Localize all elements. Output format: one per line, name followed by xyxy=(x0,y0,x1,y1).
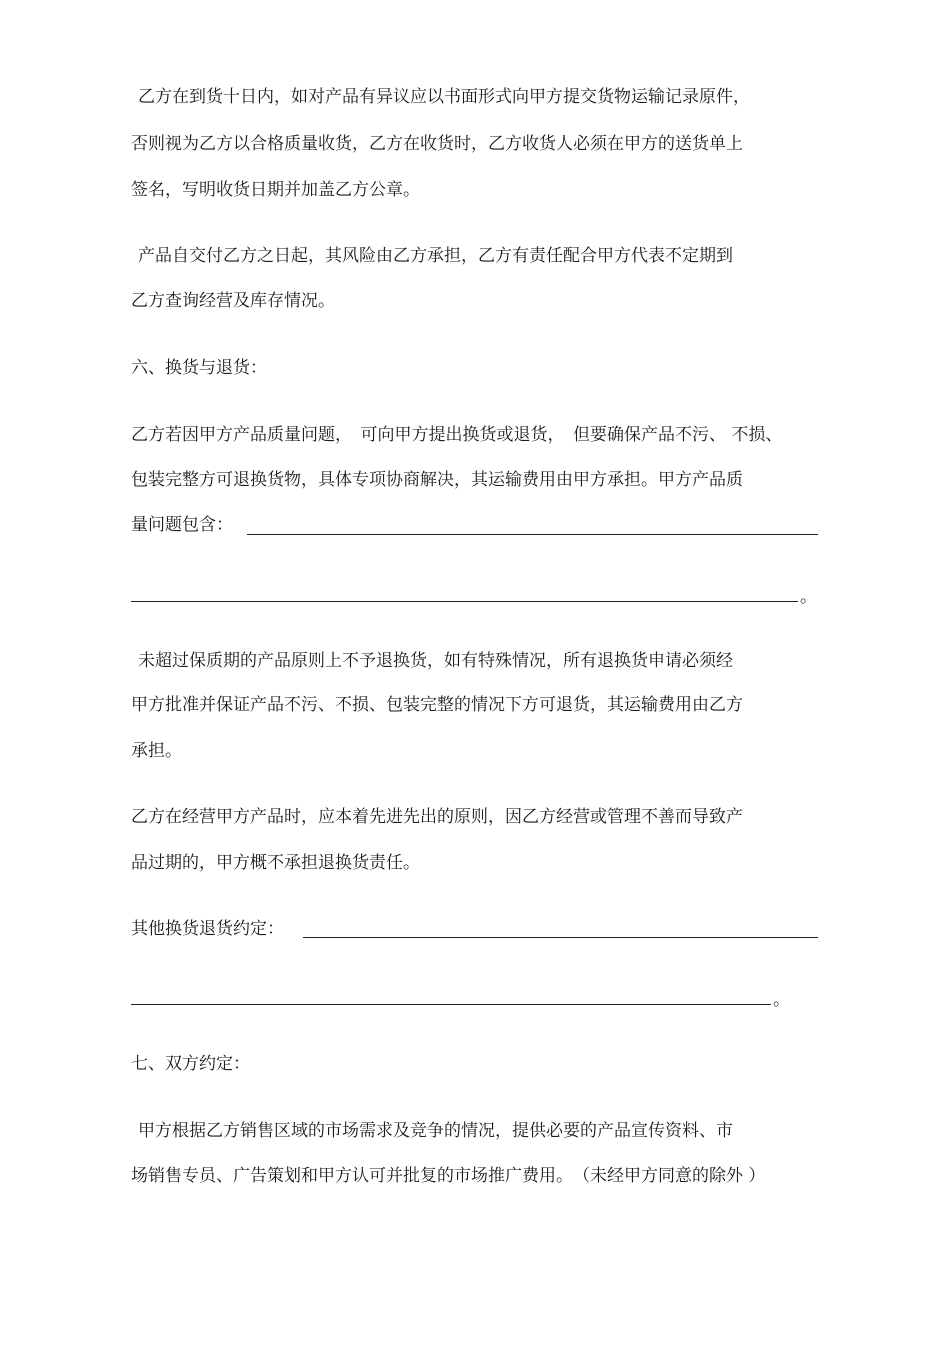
fill-in-blank-line[interactable] xyxy=(131,1004,771,1005)
paragraph-line: 否则视为乙方以合格质量收货，乙方在收货时，乙方收货人必须在甲方的送货单上 xyxy=(131,134,743,154)
section-heading-7: 七、双方约定： xyxy=(131,1054,250,1074)
fill-in-blank-line[interactable] xyxy=(303,937,818,938)
paragraph-line: 甲方批准并保证产品不污、不损、包装完整的情况下方可退货，其运输费用由乙方 xyxy=(131,695,743,715)
paragraph-line: 承担。 xyxy=(131,741,182,761)
blank-end-punctuation: 。 xyxy=(800,587,817,607)
paragraph-line: 乙方在到货十日内，如对产品有异议应以书面形式向甲方提交货物运输记录原件， xyxy=(138,87,750,107)
paragraph-line: 包装完整方可退换货物，具体专项协商解决，其运输费用由甲方承担。甲方产品质 xyxy=(131,470,743,490)
paragraph-line: 未超过保质期的产品原则上不予退换货，如有特殊情况，所有退换货申请必须经 xyxy=(138,651,733,671)
blank-label: 量问题包含： xyxy=(131,515,233,535)
paragraph-line: 签名，写明收货日期并加盖乙方公章。 xyxy=(131,180,420,200)
paragraph-line: 场销售专员、广告策划和甲方认可并批复的市场推广费用。 （未经甲方同意的除外 ） xyxy=(131,1166,766,1186)
blank-label: 其他换货退货约定： xyxy=(131,919,284,939)
blank-end-punctuation: 。 xyxy=(773,990,790,1010)
paragraph-line: 甲方根据乙方销售区域的市场需求及竞争的情况，提供必要的产品宣传资料、市 xyxy=(138,1121,733,1141)
paragraph-line: 产品自交付乙方之日起，其风险由乙方承担，乙方有责任配合甲方代表不定期到 xyxy=(138,246,733,266)
section-heading-6: 六、换货与退货： xyxy=(131,358,267,378)
fill-in-blank-line[interactable] xyxy=(247,534,818,535)
paragraph-line: 乙方在经营甲方产品时，应本着先进先出的原则，因乙方经营或管理不善而导致产 xyxy=(131,807,743,827)
paragraph-line: 乙方查询经营及库存情况。 xyxy=(131,291,335,311)
paragraph-line: 乙方若因甲方产品质量问题， 可向甲方提出换货或退货， 但要确保产品不污、 不损、 xyxy=(131,425,783,445)
paragraph-line: 品过期的，甲方概不承担退换货责任。 xyxy=(131,853,420,873)
fill-in-blank-line[interactable] xyxy=(131,601,798,602)
